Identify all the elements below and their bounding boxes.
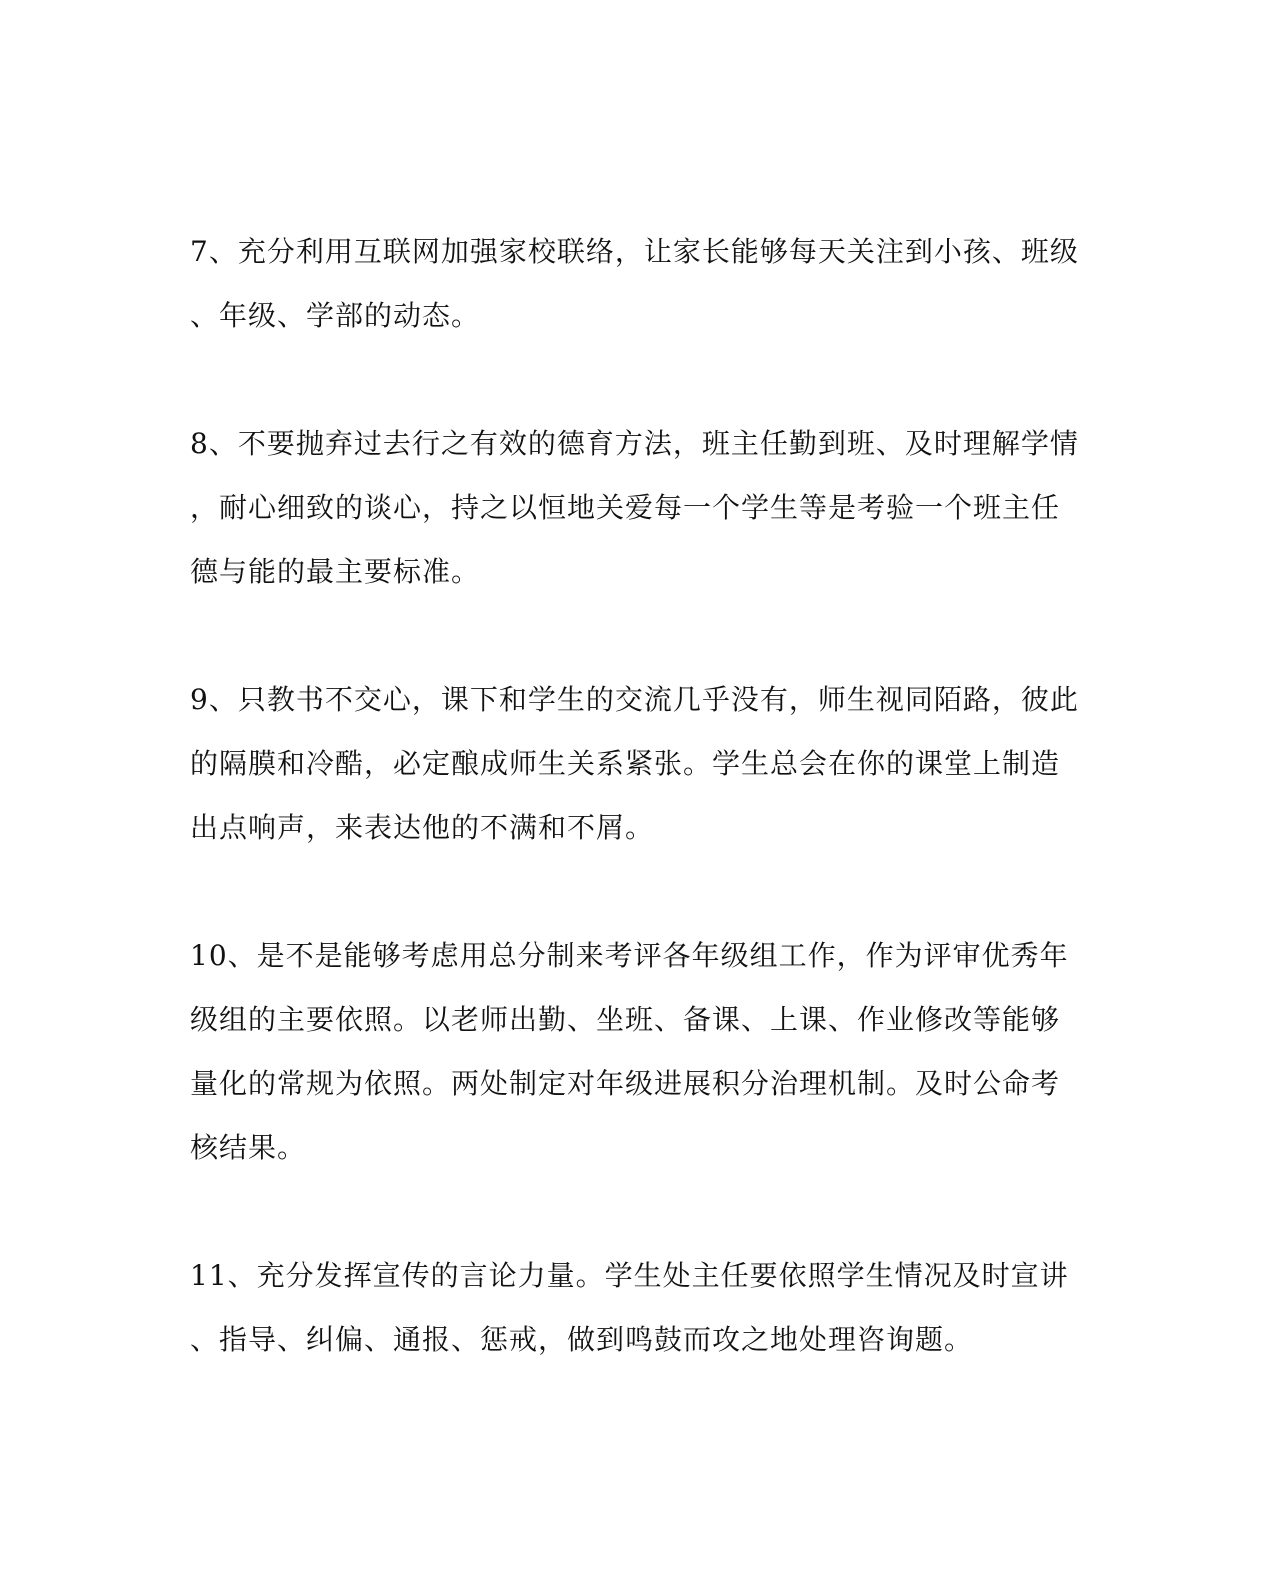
paragraph-item-9 <box>190 668 1079 860</box>
paragraph-item-10 <box>190 924 1070 1180</box>
text-line: 11、充分发挥宣传的言论力量。学生处主任要依照学生情况及时宣讲 <box>190 1259 1069 1292</box>
paragraph-item-7 <box>190 220 1079 348</box>
text-line: 出点响声，来表达他的不满和不屑。 <box>190 811 655 844</box>
text-line: 、指导、纠偏、通报、惩戒，做到鸣鼓而攻之地处理咨询题。 <box>190 1323 974 1356</box>
paragraph-item-11 <box>190 1244 1070 1372</box>
text-line: 的隔膜和冷酷，必定酿成师生关系紧张。学生总会在你的课堂上制造 <box>190 747 1061 780</box>
text-line: 、年级、学部的动态。 <box>190 299 481 332</box>
text-line: 核结果。 <box>190 1131 307 1164</box>
text-line: ，耐心细致的谈心，持之以恒地关爱每一个学生等是考验一个班主任 <box>190 491 1061 524</box>
text-line: 级组的主要依照。以老师出勤、坐班、备课、上课、作业修改等能够 <box>190 1003 1061 1036</box>
text-line: 量化的常规为依照。两处制定对年级进展积分治理机制。及时公命考 <box>190 1067 1061 1100</box>
text-line: 9、只教书不交心，课下和学生的交流几乎没有，师生视同陌路，彼此 <box>190 683 1079 716</box>
text-line: 7、充分利用互联网加强家校联络，让家长能够每天关注到小孩、班级 <box>190 235 1079 268</box>
text-line: 德与能的最主要标准。 <box>190 555 481 588</box>
paragraph-item-8 <box>190 412 1079 604</box>
text-line: 8、不要抛弃过去行之有效的德育方法，班主任勤到班、及时理解学情 <box>190 427 1079 460</box>
text-line: 10、是不是能够考虑用总分制来考评各年级组工作，作为评审优秀年 <box>190 939 1069 972</box>
